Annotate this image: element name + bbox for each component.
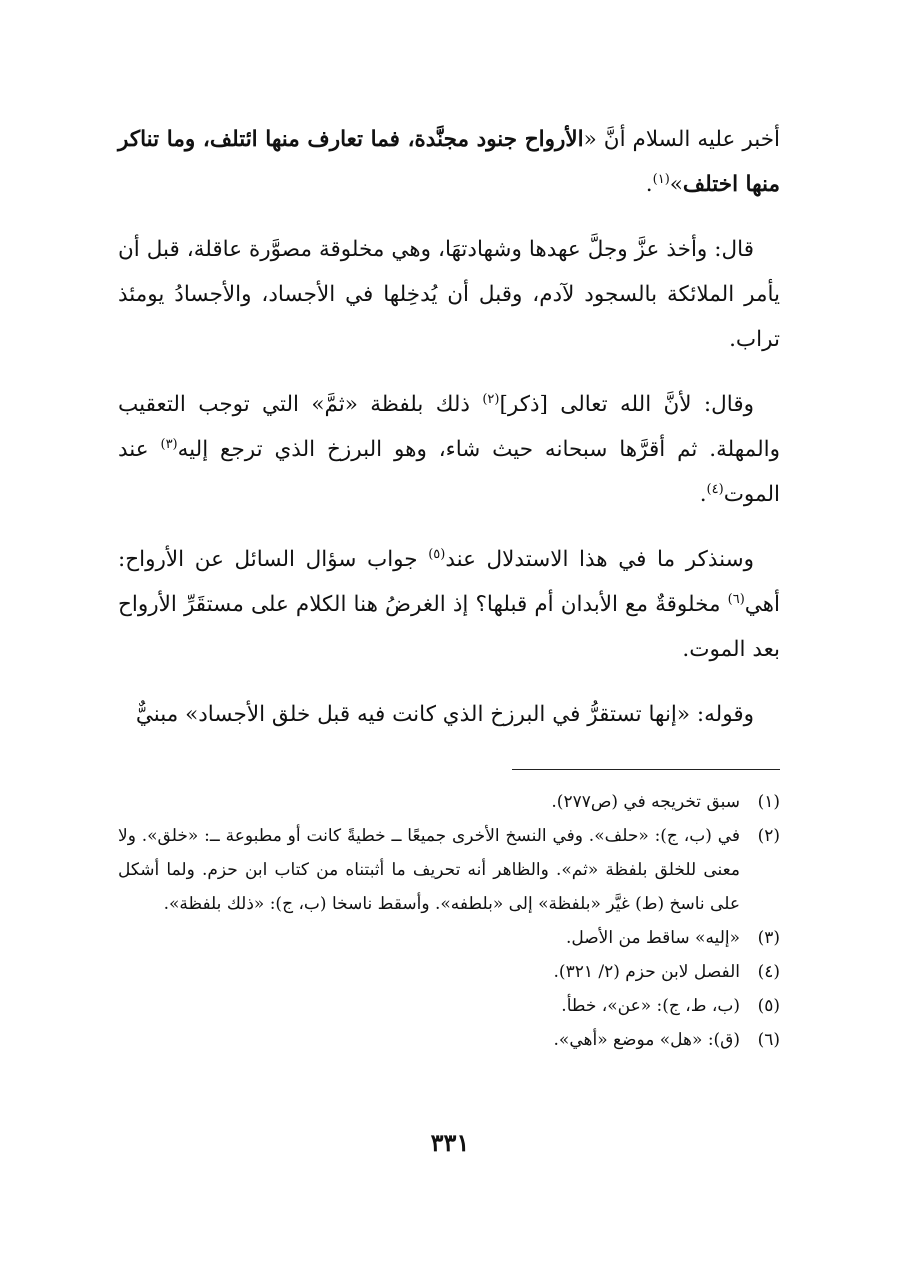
footnote-1 [118, 785, 780, 819]
text-run: . [699, 482, 707, 507]
main-text [118, 117, 780, 757]
footnote-text: (ق): «هل» موضع «أهي». [553, 1030, 740, 1050]
paragraph-5: وقوله: «إنها تستقرُّ في البرزخ الذي كانت فيه قبل خلق الأجساد» مبنيٌّ [135, 702, 754, 727]
footnote-number: (٢) [757, 826, 780, 846]
footnote-text: سبق تخريجه في (ص٢٧٧). [551, 792, 740, 812]
footnote-ref[interactable]: (٣) [160, 436, 178, 452]
footnote-ref[interactable]: (٥) [428, 546, 446, 562]
footnote-number: (١) [757, 792, 780, 812]
footnote-4 [118, 955, 780, 989]
footnote-3 [118, 921, 780, 955]
footnote-divider [512, 769, 780, 770]
paragraph-2: قال: وأخذ عزَّ وجلَّ عهدها وشهادتهَا، وهي مخلوقة مصوَّرة عاقلة، قبل أن يأمر الملائكة بالسجود لآدم، وقبل أن يُدخِلها في الأجساد، والأجسادُ يومئذ تراب. [118, 237, 780, 352]
footnote-number: (٥) [757, 996, 780, 1016]
footnote-text: في (ب، ج): «حلف». وفي النسخ الأخرى جميعًا ــ خطيةً كانت أو مطبوعة ــ: «خلق». ولا معنى للخلق بلفظة «ثم». والظاهر أنه تحريف ما أثبتناه من كتاب ابن حزم. ولما أشكل على ناسخ (ط) غيَّر «بلفظة» إلى «بلطفه». وأسقط ناسخا (ب، ج): «ذلك بلفظة». [118, 826, 740, 914]
footnote-2 [118, 819, 780, 921]
paragraph-3 [118, 382, 780, 517]
footnote-ref[interactable]: (٢) [482, 391, 500, 407]
page-number: ٣٣١ [430, 1128, 470, 1157]
footnote-6 [118, 1023, 780, 1057]
footnote-ref[interactable]: (١) [652, 171, 670, 187]
text-run: . [645, 172, 653, 197]
footnote-number: (٦) [757, 1030, 780, 1050]
footnote-ref[interactable]: (٦) [727, 591, 745, 607]
hadith-quote: الأرواح جنود مجنَّدة، فما تعارف منها ائتلف، وما تناكر منها اختلف [118, 127, 780, 197]
footnote-5 [118, 989, 780, 1023]
paragraph-1 [118, 117, 780, 207]
paragraph-4 [118, 537, 780, 672]
footnote-text: (ب، ط، ج): «عن»، خطأ. [561, 996, 740, 1016]
footnote-ref[interactable]: (٤) [706, 481, 724, 497]
text-run: عند الموت [118, 437, 780, 507]
footnote-text: «إليه» ساقط من الأصل. [565, 928, 740, 948]
text-run: ذلك بلفظة «ثمَّ» التي توجب التعقيب والمهلة. ثم أقرَّها سبحانه حيث شاء، وهو البرزخ الذي ترجع إليه [118, 392, 781, 462]
footnote-number: (٤) [757, 962, 780, 982]
footnote-number: (٣) [757, 928, 780, 948]
text-run: جواب سؤال السائل عن الأرواح: أهي [118, 547, 780, 617]
text-run: مخلوقةٌ مع الأبدان أم قبلها؟ إذ الغرضُ هنا الكلام على مستقَرِّ الأرواح بعد الموت. [118, 592, 780, 662]
text-run: وقال: لأنَّ الله تعالى [ذكر] [499, 392, 754, 417]
text-run: أخبر عليه السلام أنَّ « [583, 127, 780, 152]
text-run: وسنذكر ما في هذا الاستدلال عند [445, 547, 755, 572]
text-run: » [669, 172, 683, 197]
footnote-text: الفصل لابن حزم (٢/ ٣٢١). [553, 962, 740, 982]
footnotes [118, 785, 780, 1057]
